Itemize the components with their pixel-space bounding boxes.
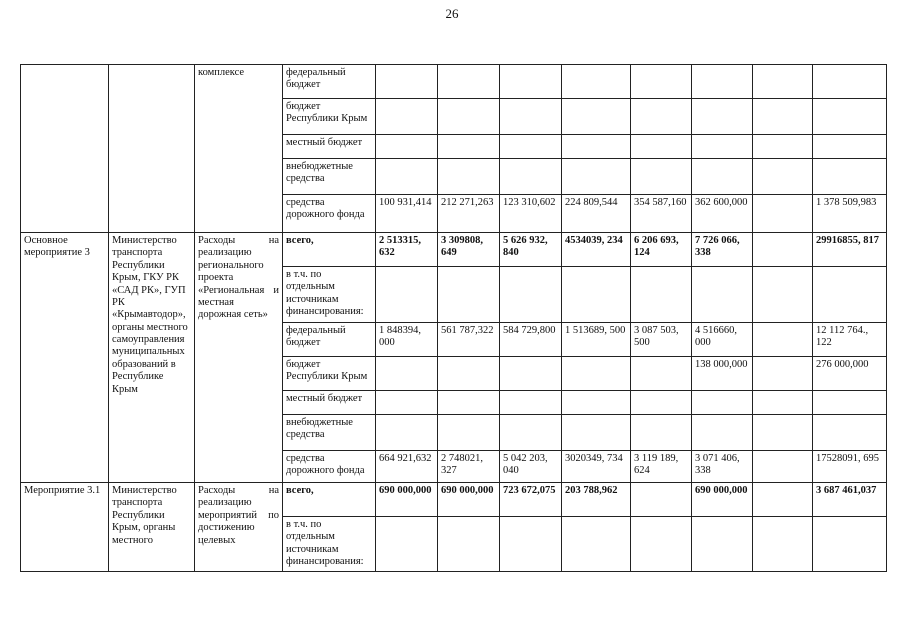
amount-cell bbox=[500, 267, 562, 323]
amount-cell bbox=[813, 391, 887, 415]
amount-cell: 7 726 066, 338 bbox=[692, 233, 753, 267]
amount-cell bbox=[753, 391, 813, 415]
description-cell: комплексе bbox=[195, 65, 283, 233]
amount-cell: 664 921,632 bbox=[376, 451, 438, 483]
amount-cell bbox=[500, 357, 562, 391]
funding-source-cell: бюджет Республики Крым bbox=[283, 357, 376, 391]
amount-cell bbox=[376, 99, 438, 135]
amount-cell bbox=[438, 65, 500, 99]
amount-cell bbox=[500, 159, 562, 195]
amount-cell bbox=[753, 415, 813, 451]
amount-cell: 3 687 461,037 bbox=[813, 483, 887, 517]
table-row bbox=[21, 483, 887, 517]
description-cell: Расходы на реализацию мероприятий по достижению целевых bbox=[195, 483, 283, 572]
amount-cell bbox=[562, 517, 631, 572]
funding-source-cell: внебюджетные средства bbox=[283, 415, 376, 451]
amount-cell: 5 042 203, 040 bbox=[500, 451, 562, 483]
amount-cell bbox=[562, 357, 631, 391]
funding-source-cell: в т.ч. по отдельным источникам финансирования: bbox=[283, 267, 376, 323]
amount-cell bbox=[813, 159, 887, 195]
amount-cell bbox=[753, 451, 813, 483]
amount-cell bbox=[500, 391, 562, 415]
amount-cell: 17528091, 695 bbox=[813, 451, 887, 483]
event-cell: Основное мероприятие 3 bbox=[21, 233, 109, 483]
amount-cell: 212 271,263 bbox=[438, 195, 500, 233]
funding-source-cell: бюджет Республики Крым bbox=[283, 99, 376, 135]
amount-cell: 584 729,800 bbox=[500, 323, 562, 357]
amount-cell bbox=[562, 159, 631, 195]
amount-cell: 1 848394, 000 bbox=[376, 323, 438, 357]
funding-source-cell: всего, bbox=[283, 483, 376, 517]
amount-cell: 362 600,000 bbox=[692, 195, 753, 233]
amount-cell: 1 513689, 500 bbox=[562, 323, 631, 357]
amount-cell: 123 310,602 bbox=[500, 195, 562, 233]
amount-cell bbox=[376, 391, 438, 415]
amount-cell bbox=[631, 267, 692, 323]
amount-cell bbox=[500, 415, 562, 451]
amount-cell bbox=[813, 267, 887, 323]
amount-cell bbox=[631, 415, 692, 451]
amount-cell bbox=[438, 267, 500, 323]
amount-cell: 5 626 932, 840 bbox=[500, 233, 562, 267]
amount-cell bbox=[376, 415, 438, 451]
amount-cell bbox=[753, 483, 813, 517]
amount-cell bbox=[376, 517, 438, 572]
amount-cell bbox=[631, 135, 692, 159]
amount-cell: 690 000,000 bbox=[692, 483, 753, 517]
executor-cell: Министерство транспорта Республики Крым, ГКУ РК «САД РК», ГУП РК «Крымавтодор», органы местного самоуправления муниципальных образований в Республике Крым bbox=[109, 233, 195, 483]
amount-cell bbox=[438, 517, 500, 572]
amount-cell bbox=[692, 65, 753, 99]
amount-cell: 3 309808, 649 bbox=[438, 233, 500, 267]
funding-source-cell: всего, bbox=[283, 233, 376, 267]
amount-cell bbox=[753, 357, 813, 391]
amount-cell bbox=[438, 415, 500, 451]
amount-cell: 723 672,075 bbox=[500, 483, 562, 517]
amount-cell bbox=[692, 267, 753, 323]
amount-cell: 203 788,962 bbox=[562, 483, 631, 517]
amount-cell bbox=[631, 391, 692, 415]
table-row bbox=[21, 65, 887, 99]
amount-cell bbox=[813, 99, 887, 135]
amount-cell bbox=[562, 99, 631, 135]
amount-cell: 4 516660, 000 bbox=[692, 323, 753, 357]
executor-cell: Министерство транспорта Республики Крым, органы местного bbox=[109, 483, 195, 572]
amount-cell: 29916855, 817 bbox=[813, 233, 887, 267]
amount-cell bbox=[438, 99, 500, 135]
amount-cell bbox=[753, 159, 813, 195]
amount-cell bbox=[631, 357, 692, 391]
amount-cell: 138 000,000 bbox=[692, 357, 753, 391]
event-cell: Мероприятие 3.1 bbox=[21, 483, 109, 572]
amount-cell bbox=[438, 391, 500, 415]
amount-cell: 12 112 764., 122 bbox=[813, 323, 887, 357]
amount-cell: 561 787,322 bbox=[438, 323, 500, 357]
amount-cell bbox=[500, 99, 562, 135]
amount-cell bbox=[813, 415, 887, 451]
amount-cell: 690 000,000 bbox=[438, 483, 500, 517]
amount-cell bbox=[692, 517, 753, 572]
amount-cell bbox=[500, 135, 562, 159]
funding-source-cell: федеральный бюджет bbox=[283, 323, 376, 357]
funding-source-cell: местный бюджет bbox=[283, 135, 376, 159]
amount-cell bbox=[631, 159, 692, 195]
amount-cell bbox=[753, 517, 813, 572]
funding-source-cell: средства дорожного фонда bbox=[283, 195, 376, 233]
amount-cell: 690 000,000 bbox=[376, 483, 438, 517]
amount-cell: 3 087 503, 500 bbox=[631, 323, 692, 357]
funding-source-cell: внебюджетные средства bbox=[283, 159, 376, 195]
description-cell: Расходы на реализацию регионального проекта «Региональная и местная дорожная сеть» bbox=[195, 233, 283, 483]
amount-cell bbox=[753, 233, 813, 267]
amount-cell bbox=[376, 135, 438, 159]
amount-cell bbox=[753, 195, 813, 233]
amount-cell bbox=[692, 159, 753, 195]
amount-cell bbox=[692, 99, 753, 135]
funding-source-cell: местный бюджет bbox=[283, 391, 376, 415]
budget-table bbox=[20, 64, 887, 572]
amount-cell: 100 931,414 bbox=[376, 195, 438, 233]
amount-cell: 4534039, 234 bbox=[562, 233, 631, 267]
amount-cell bbox=[631, 483, 692, 517]
funding-source-cell: в т.ч. по отдельным источникам финансирования: bbox=[283, 517, 376, 572]
amount-cell: 354 587,160 bbox=[631, 195, 692, 233]
amount-cell: 3 071 406, 338 bbox=[692, 451, 753, 483]
table-row bbox=[21, 233, 887, 267]
amount-cell bbox=[376, 357, 438, 391]
amount-cell: 1 378 509,983 bbox=[813, 195, 887, 233]
amount-cell bbox=[753, 99, 813, 135]
amount-cell bbox=[500, 65, 562, 99]
amount-cell bbox=[562, 391, 631, 415]
page-number: 26 bbox=[445, 6, 459, 21]
amount-cell bbox=[692, 135, 753, 159]
amount-cell bbox=[753, 267, 813, 323]
amount-cell bbox=[500, 517, 562, 572]
amount-cell bbox=[562, 415, 631, 451]
amount-cell bbox=[753, 135, 813, 159]
amount-cell bbox=[813, 65, 887, 99]
amount-cell bbox=[562, 135, 631, 159]
amount-cell: 2 513315, 632 bbox=[376, 233, 438, 267]
amount-cell bbox=[438, 357, 500, 391]
amount-cell bbox=[438, 159, 500, 195]
amount-cell bbox=[631, 517, 692, 572]
amount-cell: 6 206 693, 124 bbox=[631, 233, 692, 267]
amount-cell: 224 809,544 bbox=[562, 195, 631, 233]
funding-source-cell: федеральный бюджет bbox=[283, 65, 376, 99]
funding-source-cell: средства дорожного фонда bbox=[283, 451, 376, 483]
amount-cell bbox=[813, 135, 887, 159]
amount-cell bbox=[692, 391, 753, 415]
amount-cell bbox=[631, 65, 692, 99]
amount-cell: 276 000,000 bbox=[813, 357, 887, 391]
amount-cell bbox=[562, 65, 631, 99]
event-cell bbox=[21, 65, 109, 233]
executor-cell bbox=[109, 65, 195, 233]
amount-cell: 2 748021, 327 bbox=[438, 451, 500, 483]
amount-cell bbox=[562, 267, 631, 323]
amount-cell bbox=[753, 323, 813, 357]
amount-cell: 3020349, 734 bbox=[562, 451, 631, 483]
amount-cell bbox=[438, 135, 500, 159]
amount-cell: 3 119 189, 624 bbox=[631, 451, 692, 483]
amount-cell bbox=[813, 517, 887, 572]
amount-cell bbox=[631, 99, 692, 135]
amount-cell bbox=[376, 267, 438, 323]
amount-cell bbox=[753, 65, 813, 99]
amount-cell bbox=[376, 65, 438, 99]
amount-cell bbox=[376, 159, 438, 195]
amount-cell bbox=[692, 415, 753, 451]
